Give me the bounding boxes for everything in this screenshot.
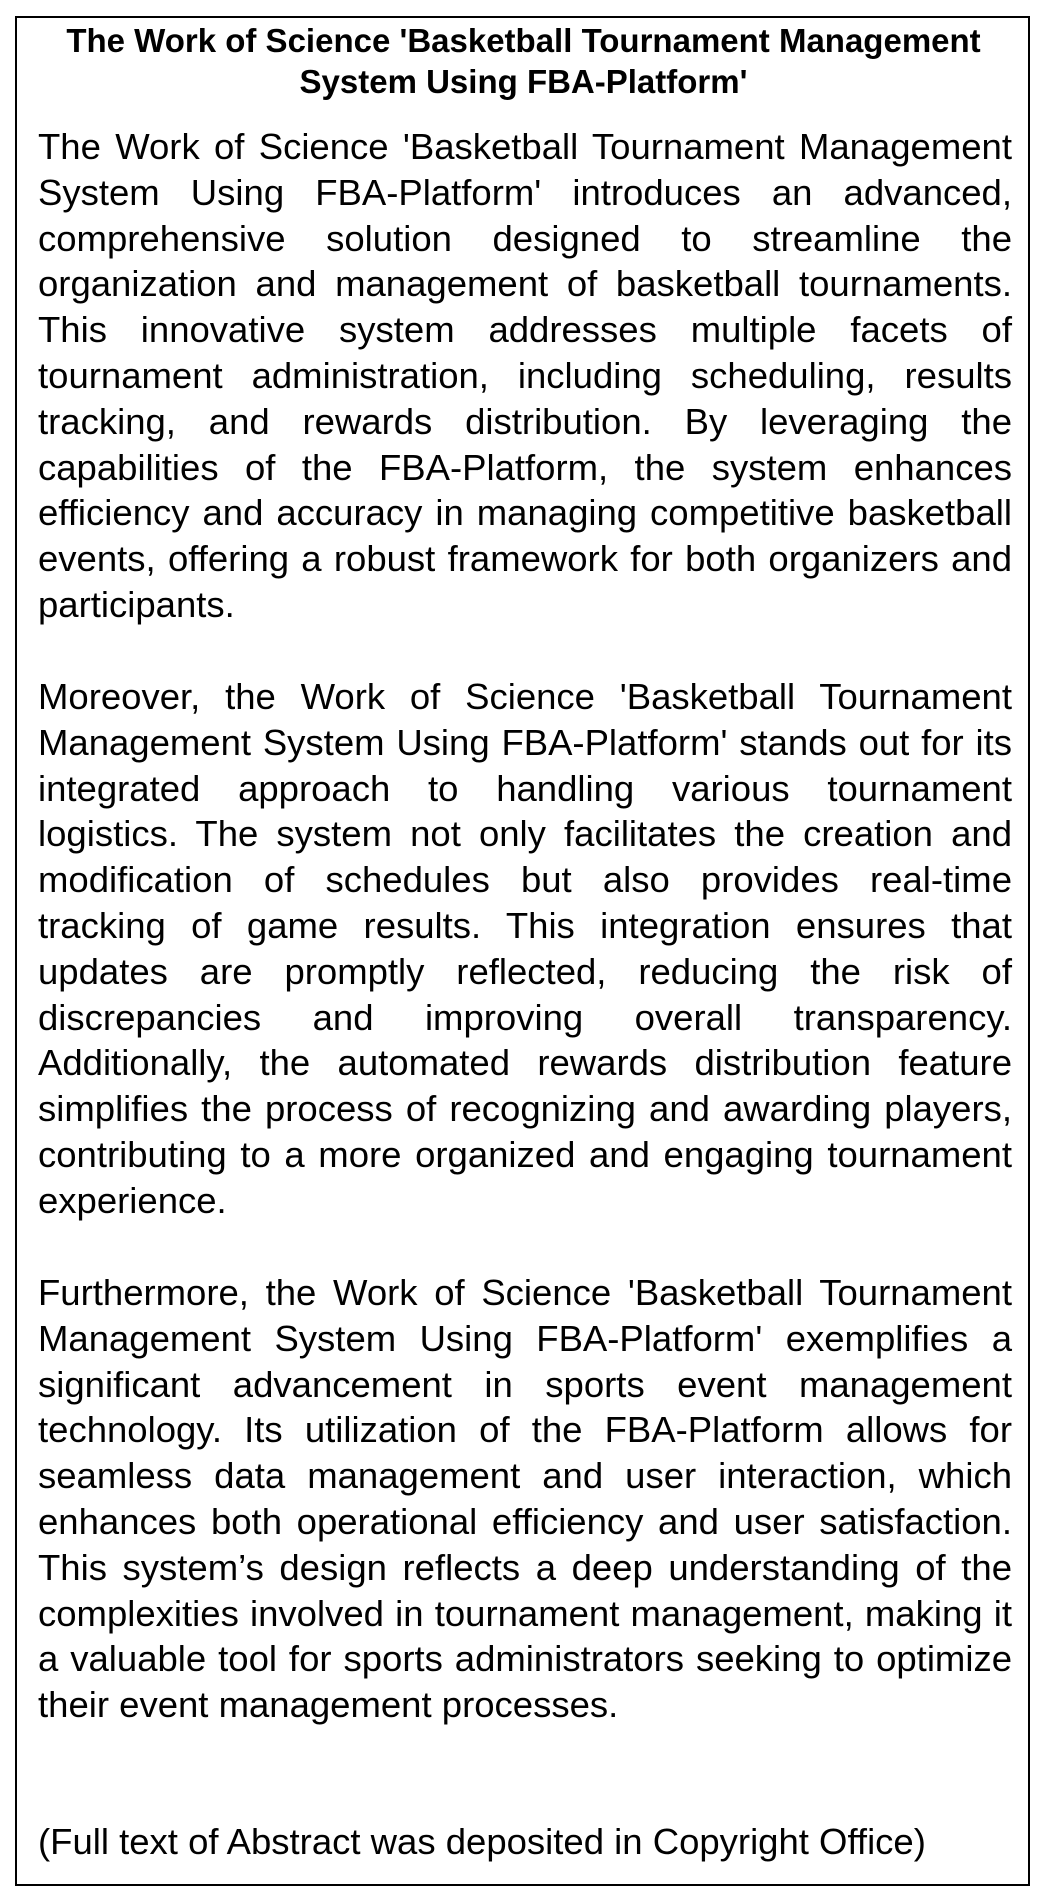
abstract-paragraph-2: Moreover, the Work of Science 'Basketball Tournament Management System Using FBA-Platform' stands out for its integrated approach to handling various tournament logistics. The system not only facilitates the creation and modification of schedules but also provides real-time tracking of game results. This integration ensures that updates are promptly reflected, reducing the risk of discrepancies and improving overall transparency. Additionally, the automated rewards distribution feature simplifies the process of recognizing and awarding players, contributing to a more organized and engaging tournament experience.: [38, 676, 1012, 1221]
document-title: The Work of Science 'Basketball Tournament Management System Using FBA-Platform': [66, 22, 981, 100]
copyright-note: (Full text of Abstract was deposited in Copyright Office): [38, 1821, 926, 1862]
abstract-paragraph-3: Furthermore, the Work of Science 'Basketball Tournament Management System Using FBA-Platform' exemplifies a significant advancement in sports event management technology. Its utilization of the FBA-Platform allows for seamless data management and user interaction, which enhances both operational efficiency and user satisfaction. This system’s design reflects a deep understanding of the complexities involved in tournament management, making it a valuable tool for sports administrators seeking to optimize their event management processes.: [38, 1272, 1012, 1726]
abstract-paragraph-1: The Work of Science 'Basketball Tournament Management System Using FBA-Platform' introduces an advanced, comprehensive solution designed to streamline the organization and management of basketball tournaments. This innovative system addresses multiple facets of tournament administration, including scheduling, results tracking, and rewards distribution. By leveraging the capabilities of the FBA-Platform, the system enhances efficiency and accuracy in managing competitive basketball events, offering a robust framework for both organizers and participants.: [38, 126, 1012, 625]
